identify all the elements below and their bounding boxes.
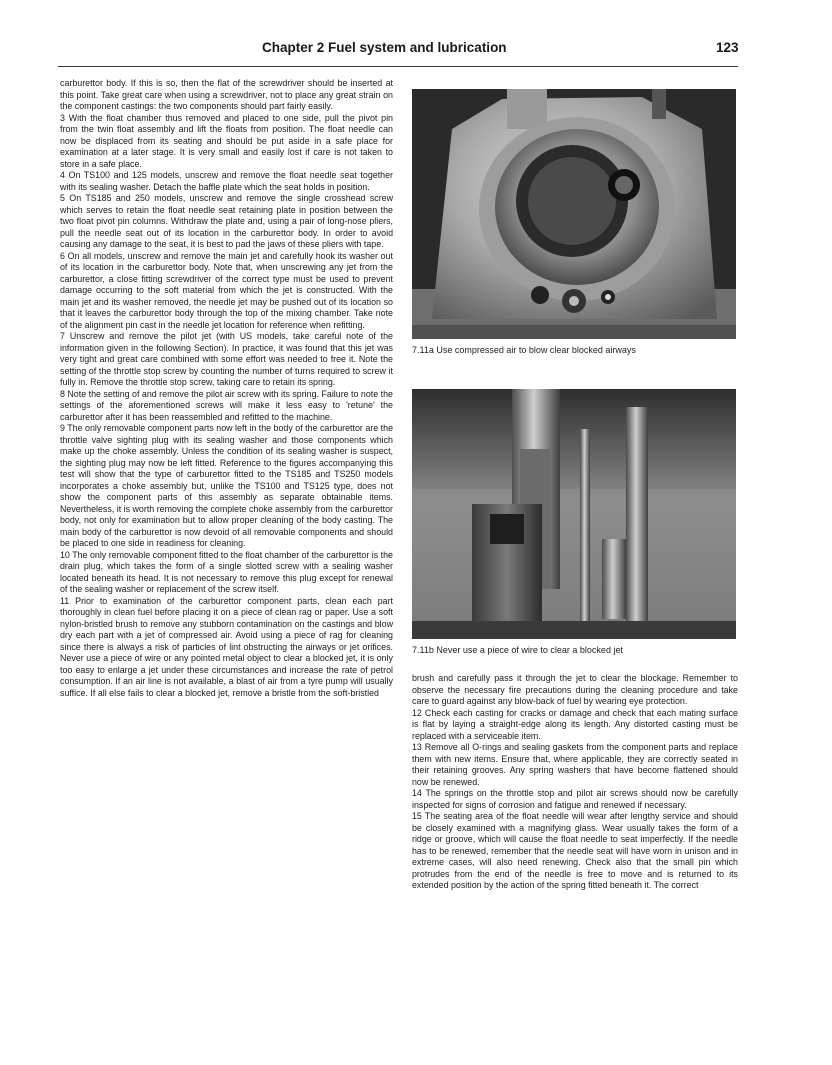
paragraph: brush and carefully pass it through the jet to clear the blockage. Remember to observe the necessary fire precautions during the cleaning procedure and take care to guard against any blow-back of fuel by wearing eye protection. <box>412 673 738 706</box>
paragraph: 7 Unscrew and remove the pilot jet (with US models, take careful note of the information given in the following Section). In practice, it was found that this jet was very tight and great care combined with some effort was needed to free it. Note the setting of the throttle stop screw by counting the number of turns required to screw it fully in. Remove the throttle stop screw, taking care to retain its spring. <box>60 331 393 387</box>
figure-caption: 7.11b Never use a piece of wire to clear a blocked jet <box>412 645 623 655</box>
paragraph: 11 Prior to examination of the carburettor component parts, clean each part thoroughly in clean fuel before placing it on a piece of clean rag or paper. Use a soft nylon-bristled brush to remove any stubborn contamination on the castings and blow dry each part with a jet of compressed air. Avoid using a piece of rag for cleaning since there is always a risk of particles of lint obstructing the airways or jet orifices. Never use a piece of wire or any pointed metal object to clear a blocked jet, it is only too easy to enlarge a jet under these circumstances and increase the rate of petrol consumption. If an air line is not available, a blast of air from a tyre pump will usually suffice. If all else fails to clear a blocked jet, remove a bristle from the soft-bristled <box>60 595 393 698</box>
chapter-title: Chapter 2 Fuel system and lubrication <box>262 40 507 55</box>
paragraph: 15 The seating area of the float needle will wear after lengthy service and should be closely examined with a magnifying glass. Wear usually takes the form of a ridge or groove, which will cause the float needle to seat imperfectly. If the needle has to be renewed, remember that the needle seat will have worn in unison and in extreme cases, will also need renewing. Check also that the small pin which protrudes from the end of the needle is free to move and is returned to its extended position by the action of the spring fitted beneath it. The correct <box>412 811 738 890</box>
paragraph: 8 Note the setting of and remove the pilot air screw with its spring. Failure to note the settings of the aforementioned screws will make it less easy to 'retune' the carburettor after it has been reassembled and refitted to the machine. <box>60 388 393 422</box>
paragraph: 5 On TS185 and 250 models, unscrew and remove the single crosshead screw which serves to retain the float needle seat retaining plate in position between the two float pivot pin columns. Withdraw the plate and, using a pair of long-nose pliers, pull the needle seat out of its location in the carburettor body. In order to avoid causing any damage to the seat, it is best to pad the jaws of these pliers with tape. <box>60 193 393 249</box>
paragraph: carburettor body. If this is so, then the flat of the screwdriver should be inserted at this point. Take great care when using a screwdriver, not to place any great strain on the component castings: the two components should part fairly easily. <box>60 78 393 111</box>
paragraph: 3 With the float chamber thus removed and placed to one side, pull the pivot pin from the twin float assembly and lift the floats from position. The float needle can now be displaced from its seating and should be put aside in a safe place for examination at a later stage. It is very small and easily lost if care is not taken to store in a safe place. <box>60 112 393 169</box>
page-number: 123 <box>716 40 739 55</box>
figure-caption: 7.11a Use compressed air to blow clear blocked airways <box>412 345 636 355</box>
paragraph: 14 The springs on the throttle stop and pilot air screws should now be carefully inspected for signs of corrosion and fatigue and renewed if necessary. <box>412 788 738 810</box>
jet-closeup-photo <box>412 389 736 639</box>
paragraph: 6 On all models, unscrew and remove the main jet and carefully hook its washer out of its location in the carburettor body. Note that, when unscrewing any jet from the carburettor, a close fitting screwdriver of the correct type must be used to prevent damage occurring to the soft material from which the jet is constructed. With the main jet and its washer removed, the needle jet may be pushed out of its location so that it leaves the carburettor body through the top of the mixing chamber. Take note of the alignment pin cast in the needle jet location for reference when refitting. <box>60 250 393 330</box>
page-header <box>0 40 832 62</box>
paragraph: 12 Check each casting for cracks or damage and check that each mating surface is flat by laying a straight-edge along its length. Any distorted casting must be replaced with a serviceable item. <box>412 707 738 741</box>
paragraph: 10 The only removable component fitted to the float chamber of the carburettor is the drain plug, which takes the form of a single slotted screw with a sealing washer located beneath its head. It is not necessary to remove this plug except for renewal of the sealing washer or replacement of the screw itself. <box>60 549 393 594</box>
paragraph: 4 On TS100 and 125 models, unscrew and remove the float needle seat together with its sealing washer. Detach the baffle plate which the seat holds in position. <box>60 170 393 192</box>
header-rule <box>58 66 738 67</box>
left-text-column <box>60 78 393 990</box>
paragraph: 9 The only removable component parts now left in the body of the carburettor are the throttle valve sighting plug with its sealing washer and those components which make up the choke assembly. Unless the condition of its sealing washer is suspect, the sighting plug may now be left fitted. Reference to the figures accompanying this test will show that the type of carburettor fitted to the TS185 and TS250 models incorporates a choke assembly but, unlike the TS100 and TS125 type, does not show the component parts of this assembly as separate obtainable items. Nevertheless, it is worth removing the complete choke assembly from the carburettor body, not only for examination but to allow proper cleaning of the body casting. The main body of the carburettor is now devoid of all removable components and should be placed to one side in readiness for cleaning. <box>60 423 393 548</box>
carburettor-bore-photo <box>412 89 736 339</box>
paragraph: 13 Remove all O-rings and sealing gaskets from the component parts and replace them with new items. Ensure that, where applicable, they are correctly seated in their retaining grooves. Any spring washers that have become flattened should now be renewed. <box>412 742 738 787</box>
right-text-column <box>412 673 738 991</box>
